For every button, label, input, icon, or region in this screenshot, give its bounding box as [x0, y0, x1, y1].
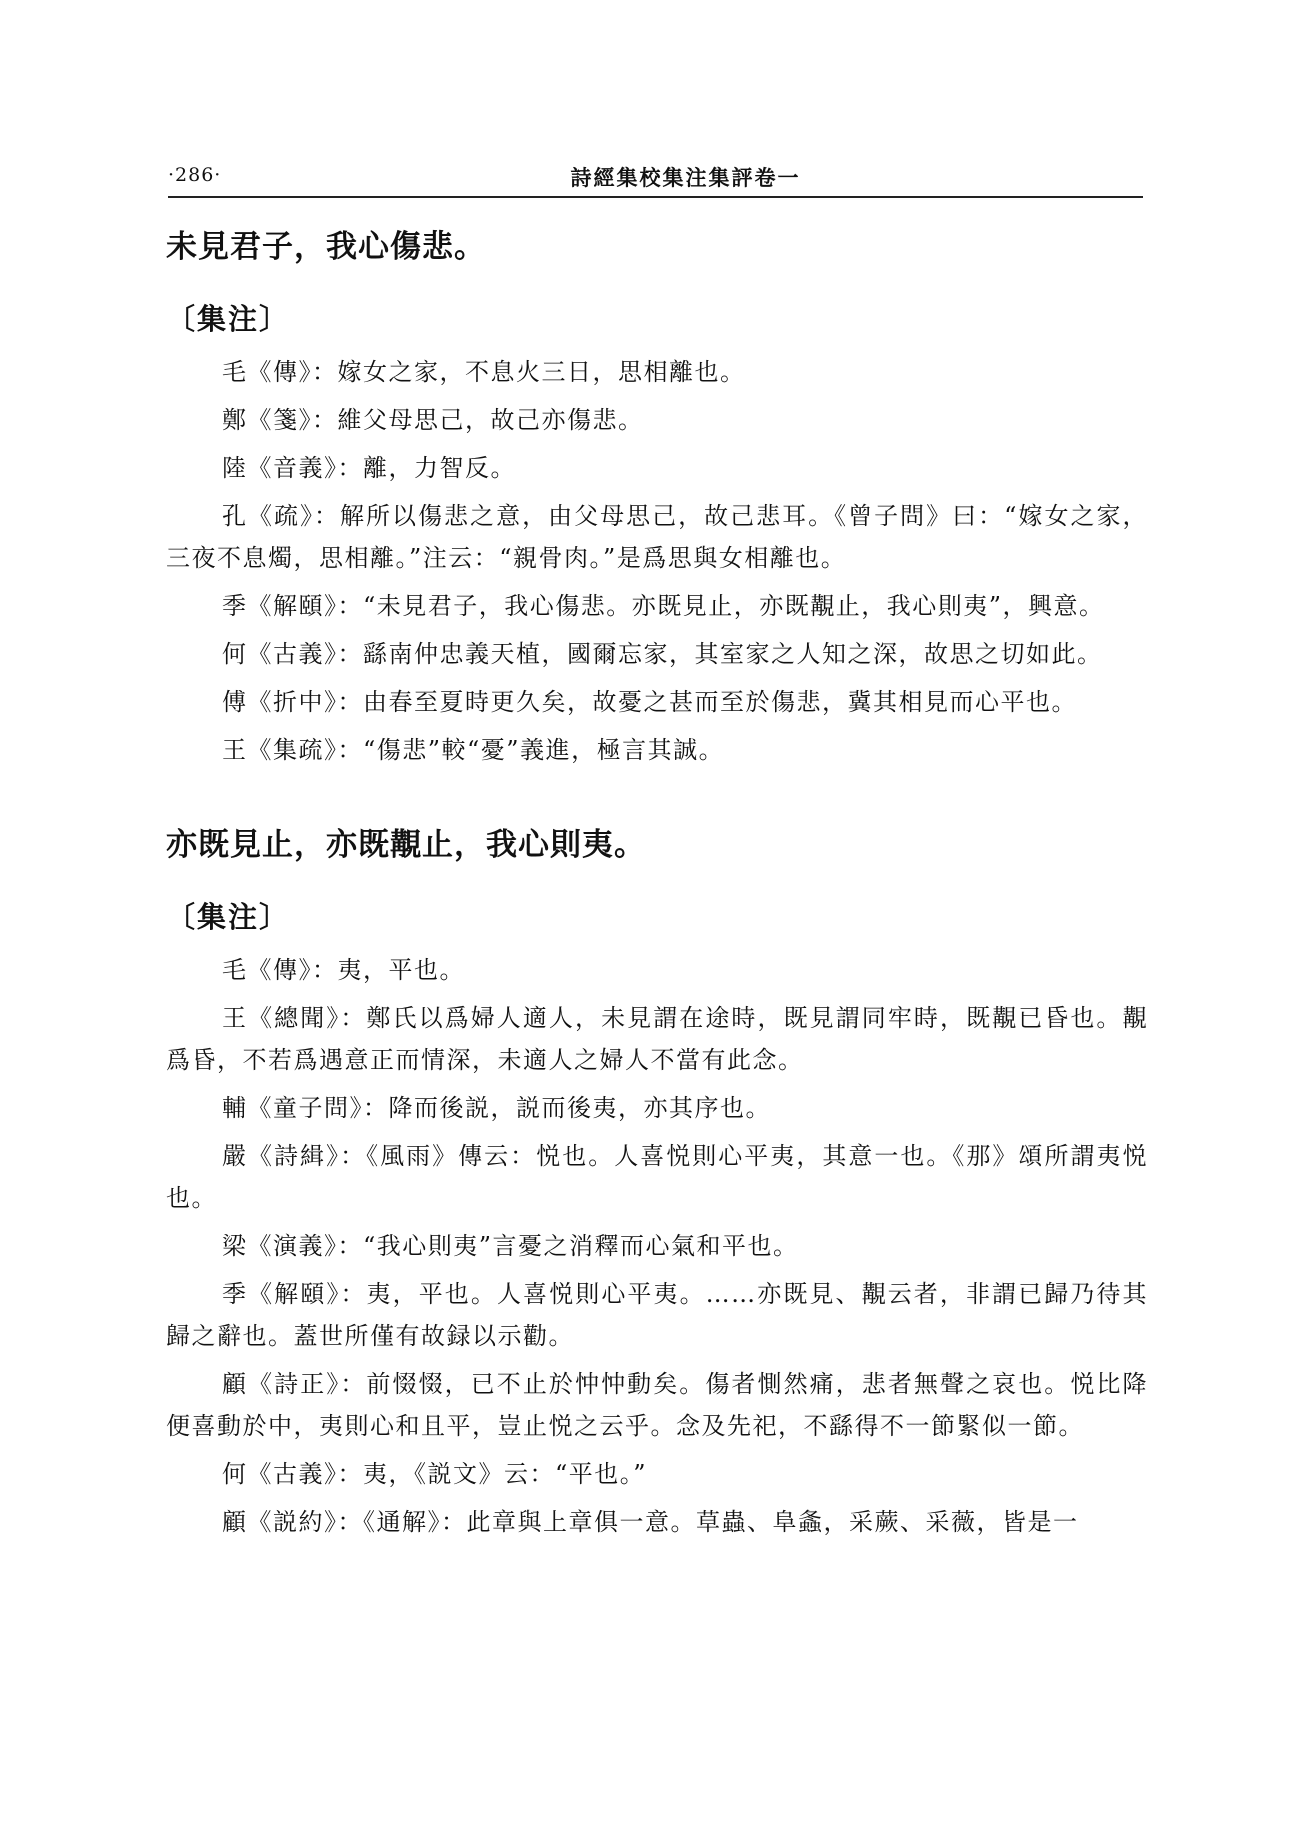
- section-heading-annotations: 〔集注〕: [166, 302, 291, 336]
- annotation-entry: 輔《童子問》：降而後説，説而後夷，亦其序也。: [222, 1094, 771, 1122]
- annotation-entry: 王《總聞》：鄭氏以爲婦人適人，未見謂在途時，既見謂同牢時，既覯已昏也。覯爲昏，不若爲遇意正而情深，未適人之婦人不當有此念。: [166, 1004, 1148, 1074]
- annotation-entry: 季《解頤》：夷，平也。人喜悦則心平夷。……亦既見、覯云者，非謂已歸乃待其歸之辭也。蓋世所僅有故録以示勸。: [166, 1280, 1148, 1350]
- annotation-entry: 梁《演義》：“我心則夷”言憂之消釋而心氣和平也。: [222, 1232, 799, 1260]
- annotation-entry: 傅《折中》：由春至夏時更久矣，故憂之甚而至於傷悲，冀其相見而心平也。: [222, 688, 1077, 716]
- annotation-entry: 孔《疏》：解所以傷悲之意，由父母思己，故己悲耳。《曾子問》曰：“嫁女之家，三夜不息燭，思相離。”注云：“親骨肉。”是爲思與女相離也。: [166, 502, 1148, 572]
- header-rule: [168, 196, 1143, 198]
- annotation-entry: 毛《傳》：夷，平也。: [222, 956, 465, 984]
- annotation-entry: 何《古義》：繇南仲忠義天植，國爾忘家，其室家之人知之深，故思之切如此。: [222, 640, 1103, 668]
- annotation-entry: 鄭《箋》：維父母思己，故己亦傷悲。: [222, 406, 644, 434]
- page-number: ·286·: [168, 164, 222, 186]
- annotation-entry: 嚴《詩緝》：《風雨》傳云：悦也。人喜悦則心平夷，其意一也。《那》頌所謂夷悦也。: [166, 1142, 1148, 1212]
- running-head: [168, 158, 1143, 202]
- annotation-entry: 顧《説約》：《通解》：此章與上章俱一意。草蟲、阜螽，采蕨、采薇，皆是一: [222, 1508, 1079, 1536]
- annotation-entry: 季《解頤》：“未見君子，我心傷悲。亦既見止，亦既覯止，我心則夷”，興意。: [222, 592, 1105, 620]
- verse-line: 未見君子，我心傷悲。: [166, 229, 486, 265]
- annotation-entry: 毛《傳》：嫁女之家，不息火三日，思相離也。: [222, 358, 746, 386]
- annotation-entry: 何《古義》：夷，《説文》云：“平也。”: [222, 1460, 648, 1488]
- section-spacer: [166, 777, 1148, 823]
- running-title: 詩經集校集注集評卷一: [570, 165, 801, 190]
- verse-line: 亦既見止，亦既覯止，我心則夷。: [166, 827, 646, 863]
- annotation-entry: 王《集疏》：“傷悲”較“憂”義進，極言其誠。: [222, 736, 725, 764]
- annotation-entry: 顧《詩正》：前惙惙，已不止於忡忡動矣。傷者惻然痛，悲者無聲之哀也。悦比降便喜動於中，夷則心和且平，豈止悦之云乎。念及先祀，不繇得不一節緊似一節。: [166, 1370, 1148, 1440]
- page-body: [166, 225, 1148, 1549]
- annotation-entry: 陸《音義》：離，力智反。: [222, 454, 516, 482]
- section-heading-annotations: 〔集注〕: [166, 900, 291, 934]
